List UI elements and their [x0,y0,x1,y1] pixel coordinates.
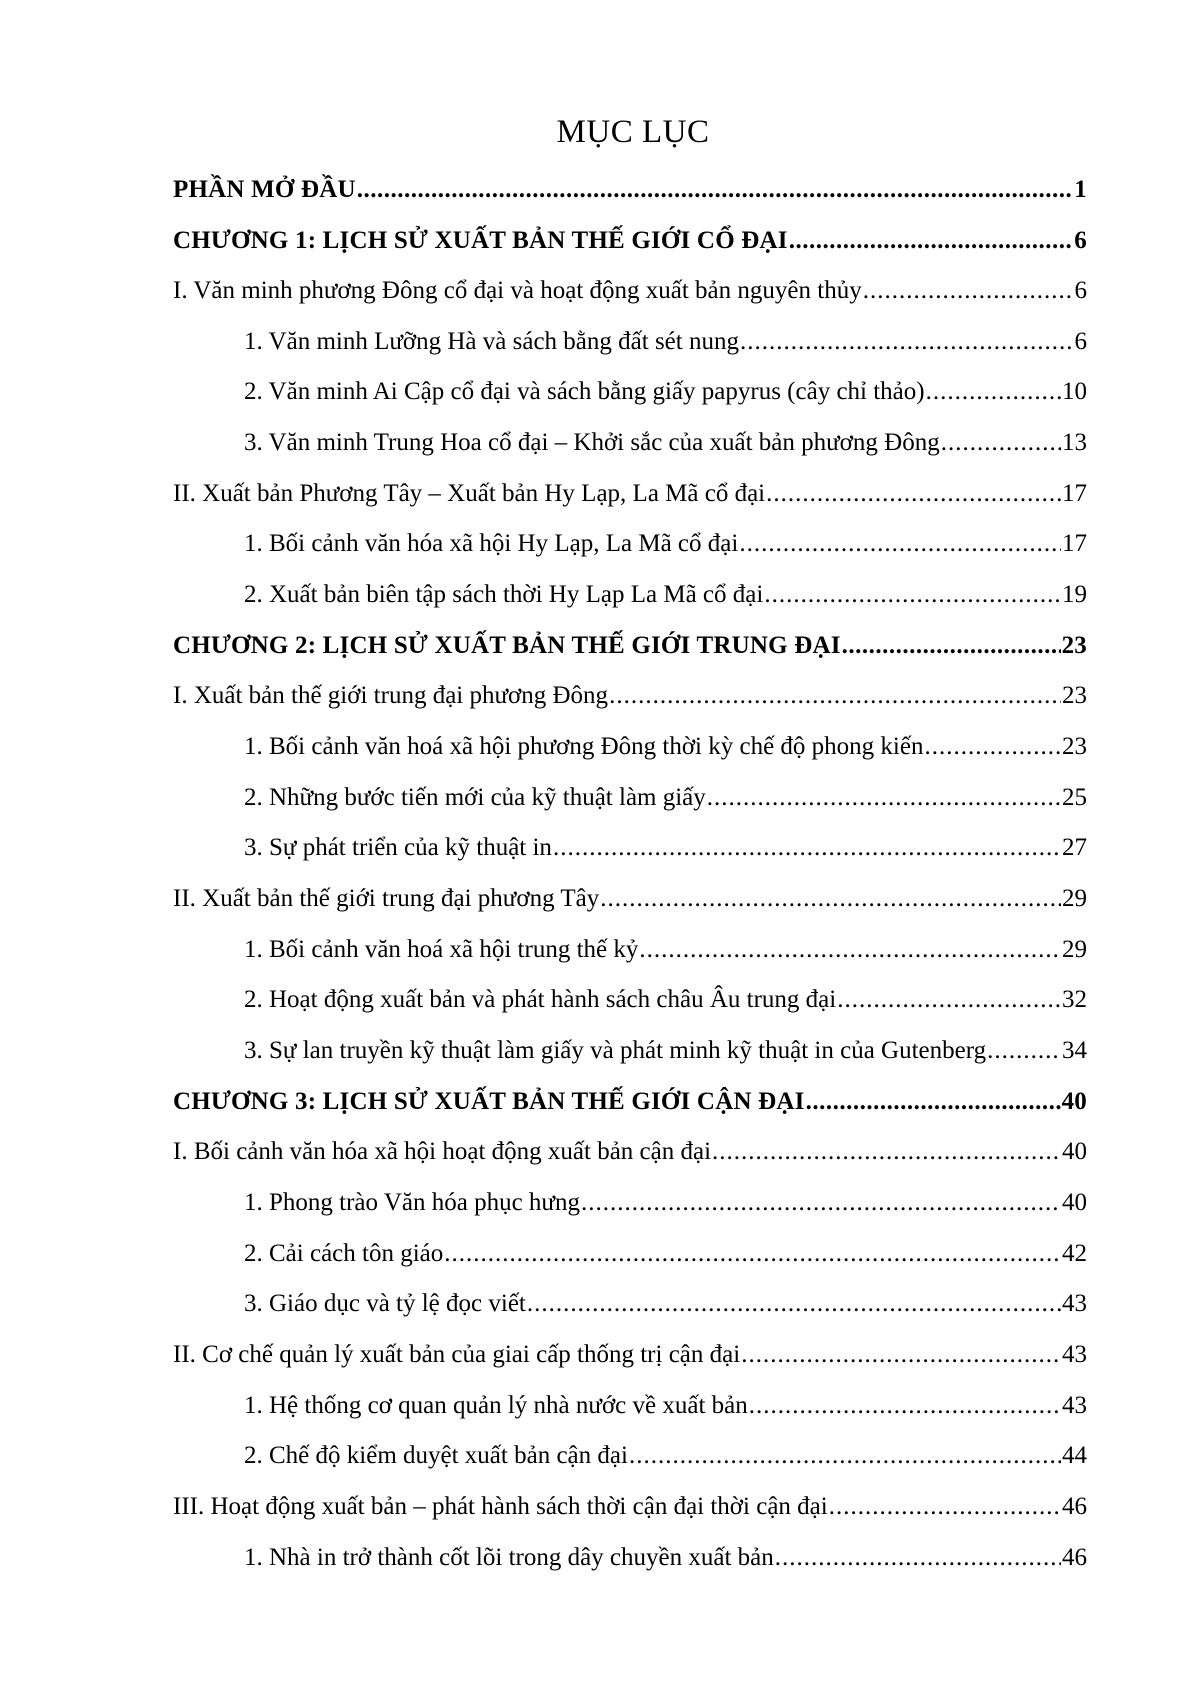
toc-page-number: 43 [1062,1341,1087,1368]
toc-entry-text: 2. Chế độ kiểm duyệt xuất bản cận đại [244,1442,628,1469]
toc-page-number: 43 [1062,1290,1087,1317]
toc-leader-dots [712,1132,1061,1172]
toc-entry[interactable] [244,930,1087,970]
toc-leader-dots [707,778,1061,818]
toc-page-number: 6 [1074,227,1087,254]
toc-entry[interactable] [244,575,1087,615]
toc-entry-text: 3. Sự phát triển của kỹ thuật in [244,834,552,861]
toc-page-number: 46 [1062,1493,1087,1520]
toc-page-number: 40 [1062,1138,1087,1165]
toc-leader-dots [741,1335,1061,1375]
toc-leader-dots [806,1082,1061,1122]
toc-leader-dots [837,980,1061,1020]
toc-leader-dots [924,727,1061,767]
toc-entry-text: PHẦN MỞ ĐẦU [173,176,356,203]
toc-page-number: 27 [1062,834,1087,861]
toc-leader-dots [600,879,1061,919]
toc-leader-dots [357,170,1074,210]
toc-entry-text: 1. Nhà in trở thành cốt lõi trong dây chuyền xuất bản [244,1544,774,1571]
toc-entry[interactable] [244,1183,1087,1223]
toc-entry-text: I. Xuất bản thế giới trung đại phương Đông [173,682,609,709]
toc-leader-dots [941,423,1061,463]
page-title: MỤC LỤC [556,114,710,150]
toc-leader-dots [766,474,1061,514]
toc-entry-text: I. Bối cảnh văn hóa xã hội hoạt động xuất bản cận đại [173,1138,712,1165]
toc-leader-dots [987,1031,1061,1071]
toc-leader-dots [842,626,1061,666]
toc-leader-dots [749,1386,1061,1426]
toc-leader-dots [829,1487,1061,1527]
toc-entry-text: 1. Bối cảnh văn hoá xã hội phương Đông thời kỳ chế độ phong kiến [244,733,924,760]
toc-entry[interactable] [173,676,1087,716]
toc-page-number: 19 [1062,581,1087,608]
toc-entry-text: CHƯƠNG 2: LỊCH SỬ XUẤT BẢN THẾ GIỚI TRUNG ĐẠI [173,632,841,659]
toc-entry[interactable] [173,221,1087,261]
toc-page-number: 29 [1062,885,1087,912]
toc-entry[interactable] [173,271,1087,311]
toc-page-number: 34 [1062,1037,1087,1064]
toc-page-number: 6 [1074,277,1087,304]
toc-entry-text: 2. Cải cách tôn giáo [244,1240,444,1267]
toc-entry[interactable] [173,1082,1087,1122]
toc-entry[interactable] [244,1234,1087,1274]
toc-page-number: 46 [1062,1544,1087,1571]
toc-page-number: 40 [1062,1189,1087,1216]
toc-entry-text: I. Văn minh phương Đông cổ đại và hoạt động xuất bản nguyên thủy [173,277,862,304]
toc-page-number: 43 [1062,1392,1087,1419]
toc-entry[interactable] [244,423,1087,463]
toc-entry[interactable] [173,170,1087,210]
toc-entry-text: II. Xuất bản thế giới trung đại phương Tây [173,885,600,912]
toc-page-number: 23 [1062,733,1087,760]
toc-entry[interactable] [244,322,1087,362]
toc-entry-text: 3. Sự lan truyền kỹ thuật làm giấy và phát minh kỹ thuật in của Gutenberg [244,1037,987,1064]
toc-leader-dots [926,372,1061,412]
toc-entry[interactable] [173,1132,1087,1172]
toc-entry-text: III. Hoạt động xuất bản – phát hành sách thời cận đại thời cận đại [173,1493,828,1520]
toc-entry[interactable] [244,778,1087,818]
toc-entry-text: 1. Văn minh Lưỡng Hà và sách bằng đất sét nung [244,328,739,355]
toc-entry-text: 2. Văn minh Ai Cập cổ đại và sách bằng giấy papyrus (cây chỉ thảo) [244,378,925,405]
toc-leader-dots [639,930,1061,970]
toc-page-number: 17 [1062,530,1087,557]
toc-leader-dots [739,524,1061,564]
toc-leader-dots [444,1234,1061,1274]
toc-entry-text: II. Xuất bản Phương Tây – Xuất bản Hy Lạp, La Mã cổ đại [173,480,766,507]
toc-entry-text: 3. Giáo dục và tỷ lệ đọc viết [244,1290,526,1317]
toc-page-number: 23 [1062,682,1087,709]
toc-page-number: 17 [1062,480,1087,507]
toc-page-number: 23 [1061,632,1087,659]
toc-entry-text: CHƯƠNG 1: LỊCH SỬ XUẤT BẢN THẾ GIỚI CỔ ĐẠI [173,227,788,254]
toc-leader-dots [553,828,1061,868]
toc-leader-dots [863,271,1074,311]
toc-entry[interactable] [173,879,1087,919]
toc-entry-text: CHƯƠNG 3: LỊCH SỬ XUẤT BẢN THẾ GIỚI CẬN ĐẠI [173,1088,805,1115]
toc-leader-dots [789,221,1074,261]
toc-leader-dots [629,1436,1061,1476]
toc-page-number: 10 [1062,378,1087,405]
toc-page-number: 1 [1074,176,1087,203]
toc-entry[interactable] [173,626,1087,666]
toc-entry-text: 1. Phong trào Văn hóa phục hưng [244,1189,580,1216]
toc-entry[interactable] [244,1031,1087,1071]
toc-page-number: 29 [1062,936,1087,963]
toc-page-number: 32 [1062,986,1087,1013]
toc-leader-dots [764,575,1061,615]
toc-entry-text: 3. Văn minh Trung Hoa cổ đại – Khởi sắc của xuất bản phương Đông [244,429,940,456]
toc-entry[interactable] [173,1335,1087,1375]
toc-leader-dots [609,676,1061,716]
toc-entry[interactable] [244,1436,1087,1476]
toc-entry[interactable] [173,474,1087,514]
toc-entry[interactable] [244,828,1087,868]
toc-entry-text: 1. Bối cảnh văn hóa xã hội Hy Lạp, La Mã cổ đại [244,530,739,557]
toc-entry[interactable] [244,1538,1087,1578]
toc-entry-text: 2. Hoạt động xuất bản và phát hành sách châu Âu trung đại [244,986,837,1013]
toc-leader-dots [527,1284,1061,1324]
toc-page-number: 44 [1062,1442,1087,1469]
toc-leader-dots [740,322,1074,362]
toc-leader-dots [581,1183,1061,1223]
toc-entry-text: II. Cơ chế quản lý xuất bản của giai cấp thống trị cận đại [173,1341,741,1368]
toc-entry-text: 1. Bối cảnh văn hoá xã hội trung thế kỷ [244,936,639,963]
toc-entry[interactable] [244,1386,1087,1426]
toc-entry-text: 2. Xuất bản biên tập sách thời Hy Lạp La Mã cổ đại [244,581,764,608]
toc-entry[interactable] [244,372,1087,412]
toc-page-number: 25 [1062,784,1087,811]
toc-page-number: 6 [1074,328,1087,355]
toc-entry[interactable] [244,1284,1087,1324]
toc-entry[interactable] [244,727,1087,767]
toc-entry-text: 2. Những bước tiến mới của kỹ thuật làm giấy [244,784,706,811]
toc-entry[interactable] [173,1487,1087,1527]
toc-page-number: 42 [1062,1240,1087,1267]
toc-entry[interactable] [244,980,1087,1020]
toc-entry-text: 1. Hệ thống cơ quan quản lý nhà nước về xuất bản [244,1392,748,1419]
toc-page-number: 40 [1061,1088,1087,1115]
toc-page-number: 13 [1062,429,1087,456]
toc-entry[interactable] [244,524,1087,564]
toc-leader-dots [775,1538,1061,1578]
